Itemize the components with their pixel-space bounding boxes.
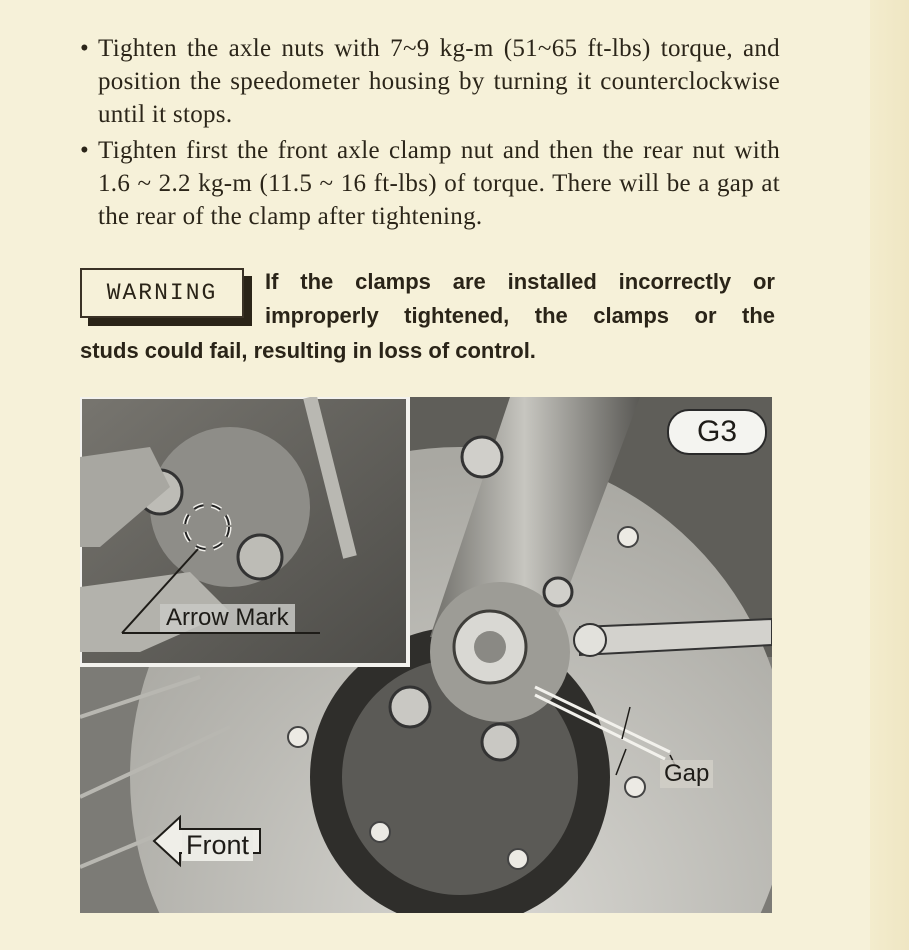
bullet-marker: • (80, 35, 90, 62)
warning-label: WARNING (106, 280, 218, 306)
instruction-text: Tighten first the front axle clamp nut and then the rear nut with 1.6 ~ 2.2 kg-m (11.5 ~ 16 ft-lbs) of torque. There will be a gap at the rear of the clamp after tightening. (98, 137, 780, 230)
page-edge (870, 0, 909, 950)
instruction-1 (80, 32, 780, 131)
instruction-text: Tighten the axle nuts with 7~9 kg-m (51~65 ft-lbs) torque, and position the speedometer housing by turning it counterclockwise until it stops. (98, 35, 780, 128)
warning-box (80, 268, 244, 318)
arrow-mark-callout: Arrow Mark (160, 604, 295, 632)
instruction-2 (80, 134, 780, 233)
warning-text-line-3: studs could fail, resulting in loss of control. (80, 338, 536, 363)
front-callout: Front (182, 830, 253, 861)
bullet-marker: • (80, 137, 90, 164)
figure-id-label: G3 (667, 409, 767, 455)
gap-callout: Gap (660, 760, 713, 788)
warning-text-line-2: improperly tightened, the clamps or the (265, 303, 775, 328)
warning-text-line-1: If the clamps are installed incorrectly or (265, 269, 775, 294)
